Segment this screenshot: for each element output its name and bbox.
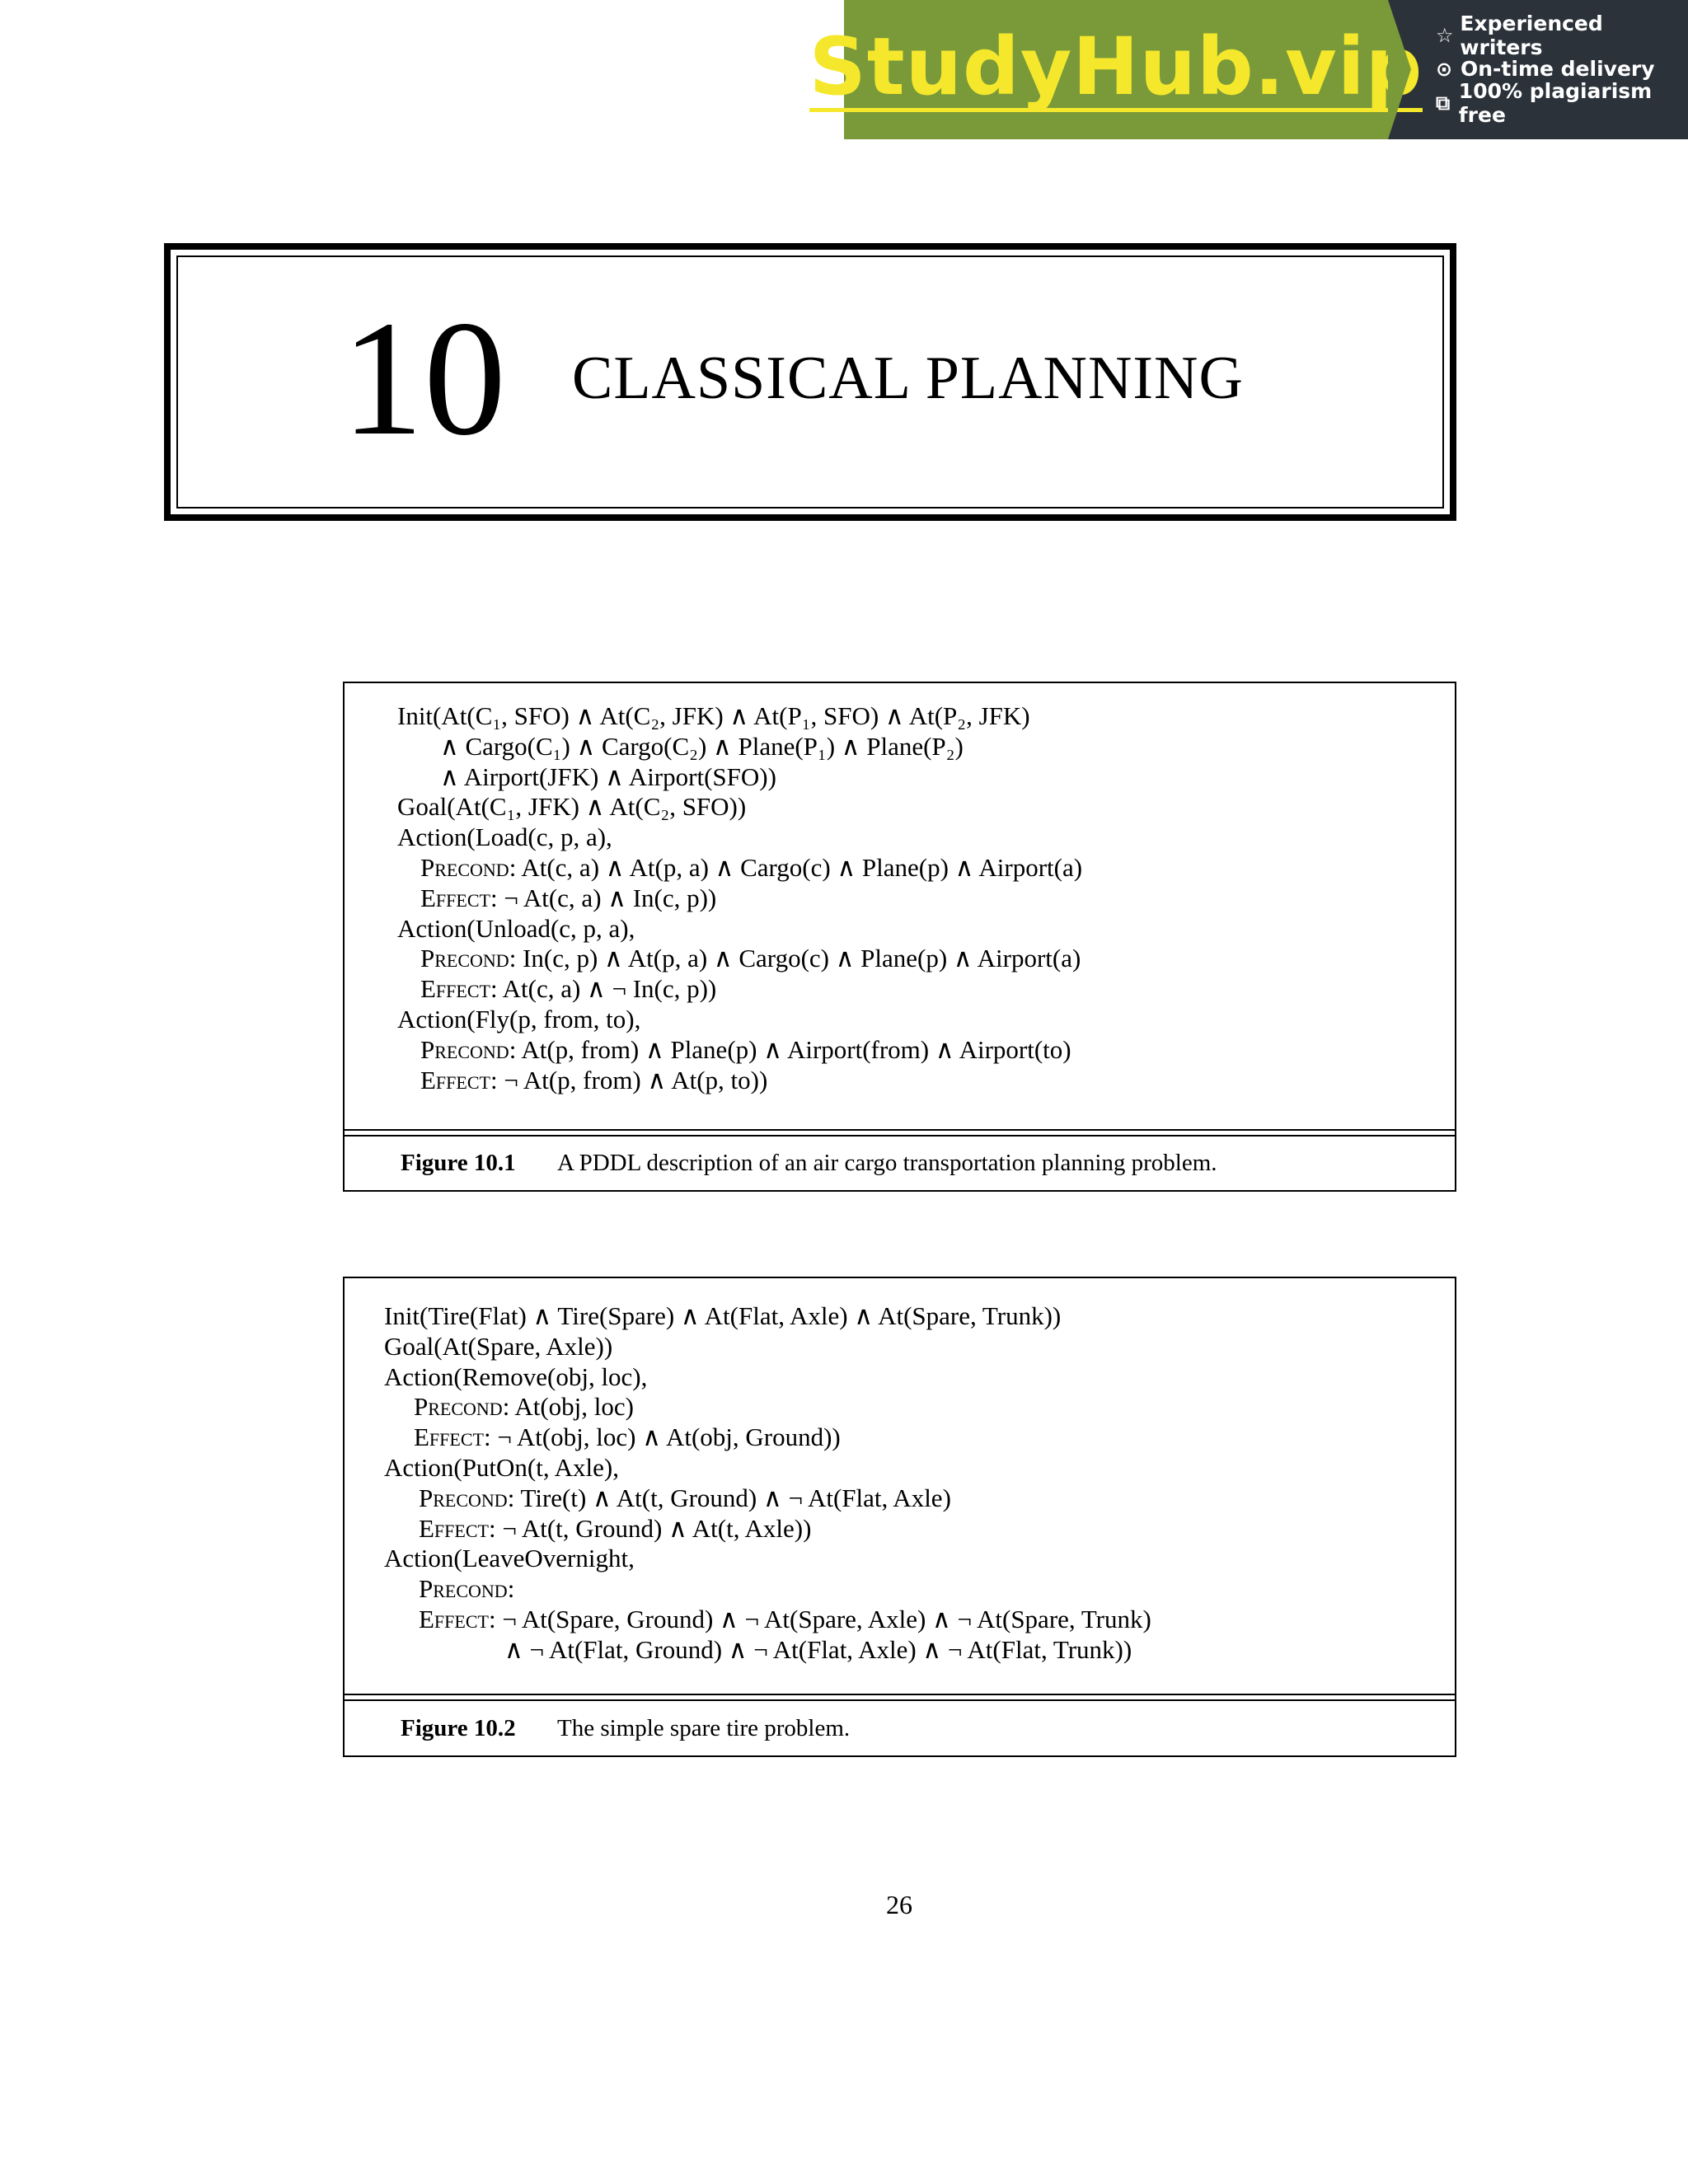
code-line: Precond: Tire(t) ∧ At(t, Ground) ∧ ¬ At(Flat, Axle) — [419, 1483, 951, 1512]
code-line: Precond: At(p, from) ∧ Plane(p) ∧ Airport(from) ∧ Airport(to) — [420, 1034, 1071, 1064]
page-number: 26 — [886, 1890, 912, 1919]
code-line: Precond: At(c, a) ∧ At(p, a) ∧ Cargo(c) ∧ Plane(p) ∧ Airport(a) — [420, 852, 1083, 882]
code-line: Action(LeaveOvernight, — [384, 1544, 635, 1573]
code-line: Init(At(C₁, SFO) ∧ At(C₂, JFK) ∧ At(P₁, SFO) ∧ At(P₂, JFK) — [397, 701, 1030, 730]
effect-keyword: Effect: — [420, 883, 498, 912]
code-line: Init(Tire(Flat) ∧ Tire(Spare) ∧ At(Flat, Axle) ∧ At(Spare, Trunk)) — [384, 1301, 1062, 1330]
studyhub-banner[interactable] — [809, 0, 1688, 139]
copy-icon: ⧉ — [1436, 91, 1451, 115]
code-line: Action(Load(c, p, a), — [397, 823, 612, 852]
code-line — [384, 1574, 1455, 1605]
banner-features — [1388, 0, 1688, 139]
figure-caption — [401, 1717, 850, 1741]
pddl-code-block — [345, 1278, 1455, 1666]
chapter-title: CLASSICAL PLANNING — [572, 344, 1244, 412]
code-line: Action(Unload(c, p, a), — [397, 913, 635, 943]
code-line: Effect: ¬ At(obj, loc) ∧ At(obj, Ground)) — [414, 1422, 841, 1452]
figure-caption-text: The simple spare tire problem. — [557, 1715, 851, 1741]
pddl-code-block — [345, 683, 1455, 1095]
code-line: Goal(At(C₁, JFK) ∧ At(C₂, SFO)) — [397, 792, 747, 822]
logo-text: StudyHub.vip — [809, 21, 1423, 113]
star-icon: ☆ — [1436, 23, 1454, 47]
code-line: Precond: In(c, p) ∧ At(p, a) ∧ Cargo(c) ∧ Plane(p) ∧ Airport(a) — [420, 944, 1081, 973]
feature-experienced-writers — [1436, 11, 1688, 59]
code-line: Effect: ¬ At(c, a) ∧ In(c, p)) — [420, 883, 717, 912]
code-line: Action(Fly(p, from, to), — [397, 1004, 641, 1033]
feature-label: 100% plagiarism free — [1458, 78, 1653, 127]
figure-caption — [401, 1151, 1217, 1175]
studyhub-logo — [809, 0, 1423, 139]
figure-label: Figure 10.1 — [401, 1150, 516, 1176]
code-line: Goal(At(Spare, Axle)) — [384, 1331, 613, 1361]
figure-divider — [345, 1694, 1455, 1701]
code-line: Effect: ¬ At(t, Ground) ∧ At(t, Axle)) — [419, 1513, 812, 1543]
precond-keyword: Precond: — [420, 944, 517, 973]
code-line: Action(Remove(obj, loc), — [384, 1361, 648, 1391]
code-line: ∧ ¬ At(Flat, Ground) ∧ ¬ At(Flat, Axle) ∧ ¬ At(Flat, Trunk)) — [504, 1634, 1132, 1664]
figure-caption-text: A PDDL description of an air cargo transportation planning problem. — [557, 1150, 1217, 1176]
code-line: Effect: At(c, a) ∧ ¬ In(c, p)) — [420, 974, 717, 1004]
effect-keyword: Effect: — [419, 1513, 496, 1543]
clock-icon: ⊙ — [1436, 57, 1453, 81]
feature-label: On-time delivery — [1461, 57, 1655, 81]
chapter-number: 10 — [341, 288, 506, 470]
code-line: Precond: At(obj, loc) — [414, 1392, 634, 1422]
feature-label: Experienced writers — [1460, 11, 1603, 59]
code-line: ∧ Airport(JFK) ∧ Airport(SFO)) — [440, 762, 776, 791]
precond-keyword: Precond: — [419, 1483, 515, 1512]
effect-keyword: Effect: — [420, 1065, 498, 1094]
code-line: ∧ Cargo(C₁) ∧ Cargo(C₂) ∧ Plane(P₁) ∧ Plane(P₂) — [440, 731, 964, 761]
precond-keyword: Precond: — [419, 1574, 515, 1604]
chapter-heading-box — [164, 243, 1456, 521]
precond-keyword: Precond: — [420, 852, 517, 882]
code-line: Effect: ¬ At(p, from) ∧ At(p, to)) — [420, 1065, 768, 1094]
effect-keyword: Effect: — [419, 1604, 496, 1633]
figure-10-1 — [343, 682, 1456, 1192]
feature-plagiarism-free — [1436, 78, 1688, 127]
figure-label: Figure 10.2 — [401, 1715, 516, 1741]
chapter-heading-inner — [176, 255, 1444, 509]
figure-10-2 — [343, 1277, 1456, 1757]
figure-divider — [345, 1129, 1455, 1137]
effect-keyword: Effect: — [420, 974, 498, 1004]
code-line: Action(PutOn(t, Axle), — [384, 1452, 619, 1482]
precond-keyword: Precond: — [420, 1034, 517, 1064]
code-line: Effect: ¬ At(Spare, Ground) ∧ ¬ At(Spare, Axle) ∧ ¬ At(Spare, Trunk) — [419, 1604, 1151, 1633]
effect-keyword: Effect: — [414, 1422, 491, 1452]
precond-keyword: Precond: — [414, 1392, 510, 1422]
